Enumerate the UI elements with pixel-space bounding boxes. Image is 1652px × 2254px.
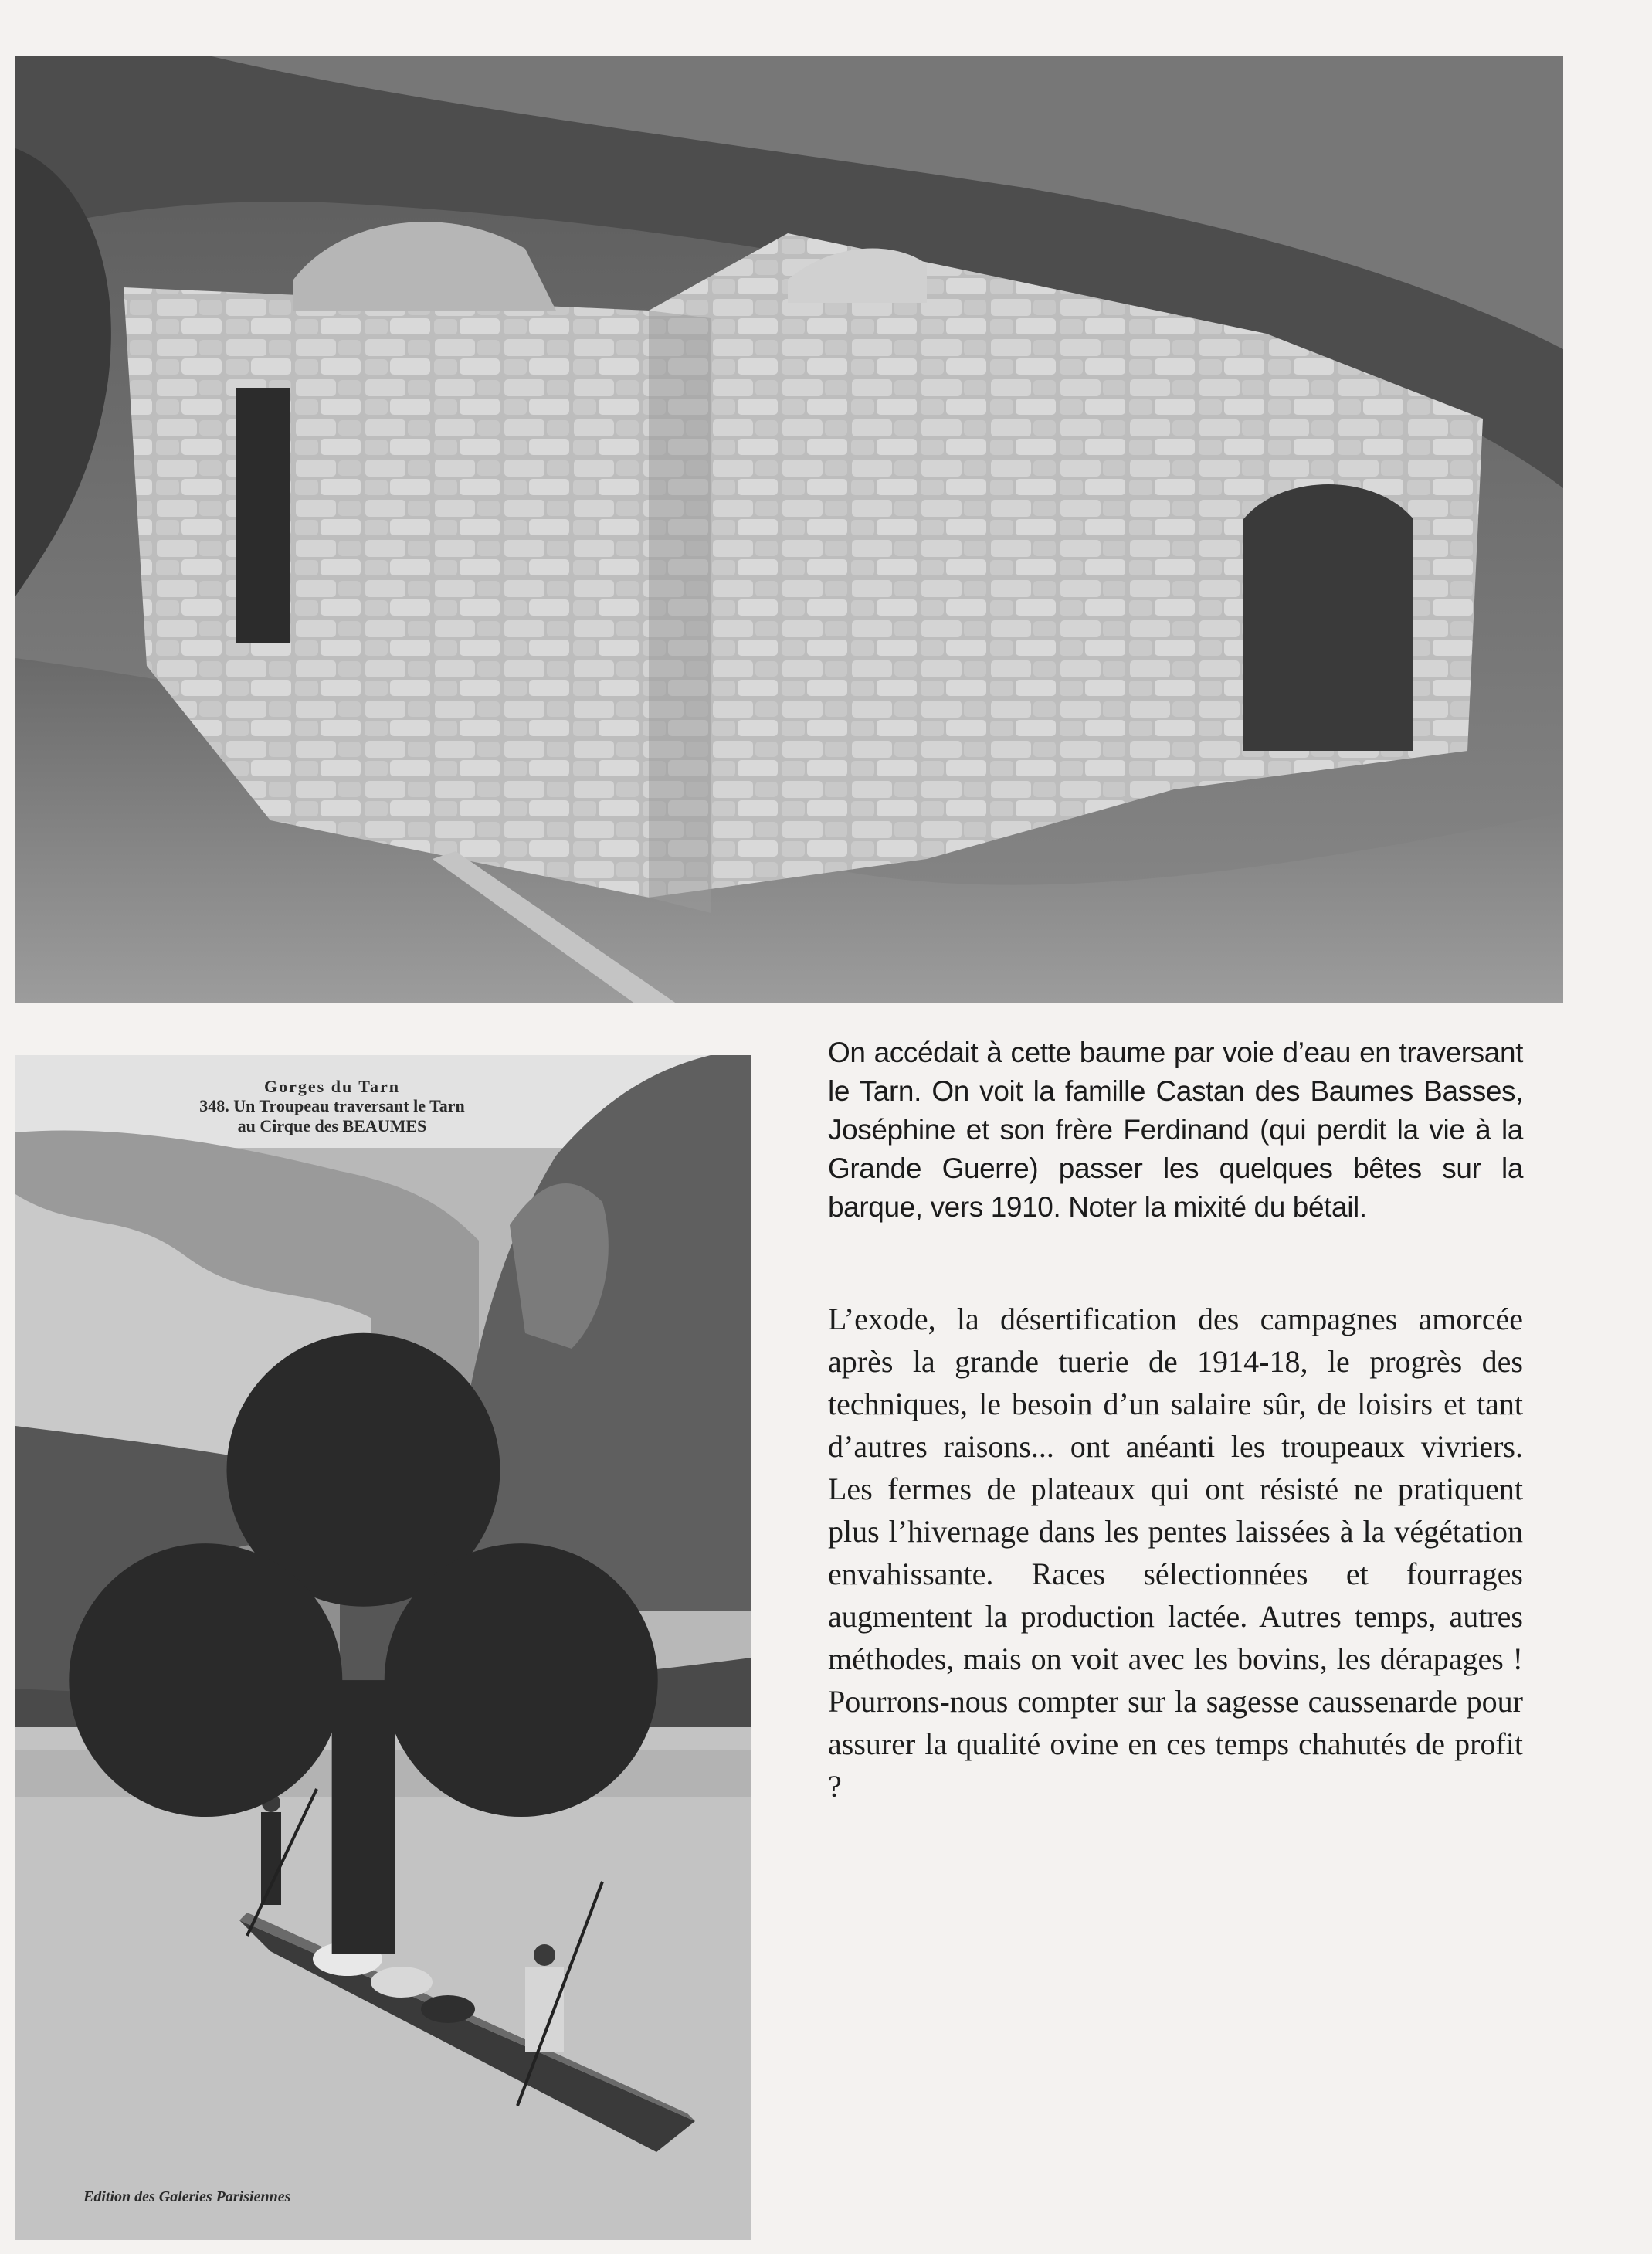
postcard-title: Gorges du Tarn [264, 1077, 400, 1096]
postcard-location: au Cirque des BEAUMES [237, 1115, 427, 1135]
clover-logo-icon [15, 1055, 731, 2220]
stone-hut-photo [15, 56, 1563, 1003]
photo-caption: On accédait à cette baume par voie d’eau en traversant le Tarn. On voit la famille Castan des Baumes Basses, Joséphine et son frère Ferdinand (qui perdit la vie à la Grande Guerre) passer les quelques bêtes sur la barque, vers 1910. Noter la mixité du bétail. [828, 1037, 1523, 1223]
postcard-subtitle: 348. Un Troupeau traversant le Tarn [199, 1096, 465, 1116]
postcard-photo [15, 1055, 751, 2240]
body-paragraph: L’exode, la désertification des campagnes amorcée après la grande tuerie de 1914-18, le progrès des techniques, le besoin d’un salaire sûr, de loisirs et tant d’autres raisons... ont anéanti les troupeaux vivriers. Les fermes de plateaux qui ont résisté ne pratiquent plus l’hivernage dans les pentes laissées à la végétation envahissante. Races sélectionnées et fourrages augmentent la production lactée. Autres temps, autres méthodes, mais on voit avec les bovins, les dérapages ! Pourrons-nous compter sur la sagesse caussenarde pour assurer la qualité ovine en ces temps chahutés de profit ? [828, 1302, 1523, 1804]
postcard-publisher: Edition des Galeries Parisiennes [83, 2188, 291, 2205]
